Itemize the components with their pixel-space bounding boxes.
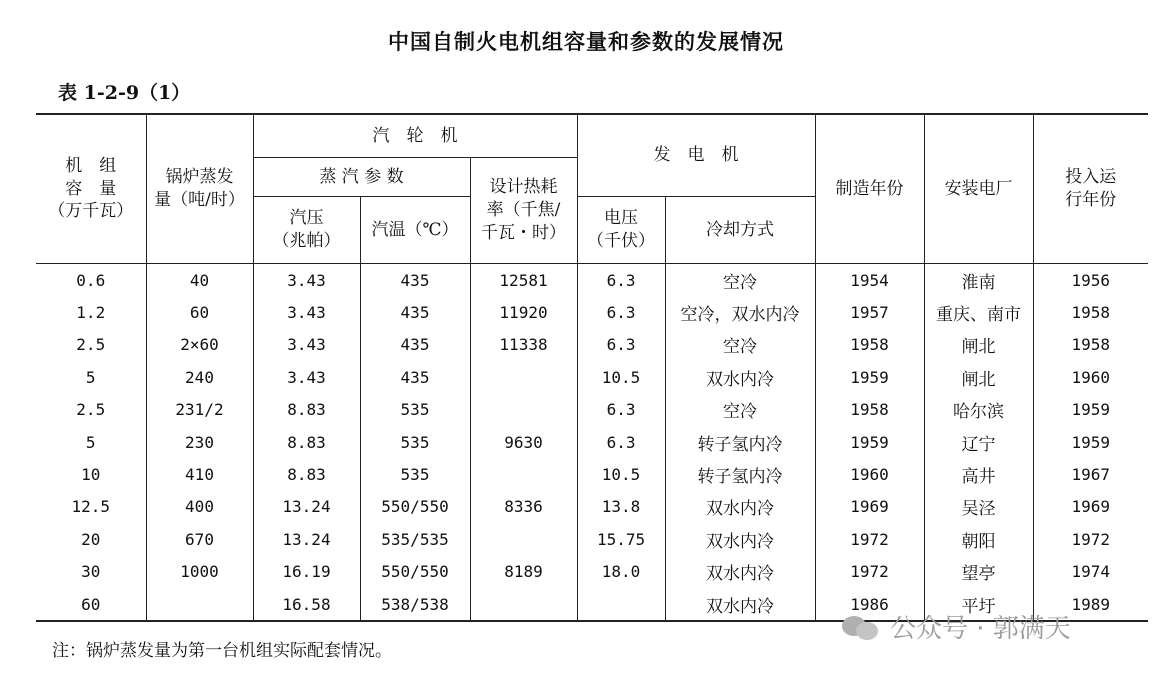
table-body (36, 264, 1148, 622)
cell-pressure: 16.58 (253, 588, 360, 621)
cell-cooling: 双水内冷 (665, 556, 815, 588)
cell-heat: 11338 (470, 329, 577, 361)
cell-temp: 535 (360, 394, 470, 426)
cell-made: 1958 (815, 394, 924, 426)
cell-plant: 吴泾 (924, 491, 1033, 523)
table-note: 注：锅炉蒸发量为第一台机组实际配套情况。 (52, 641, 392, 661)
header-pressure: 汽压 （兆帕） (253, 197, 360, 264)
cell-capacity: 1.2 (36, 296, 146, 328)
header-turbine: 汽 轮 机 (253, 114, 577, 158)
cell-heat: 8336 (470, 491, 577, 523)
cell-plant: 闸北 (924, 361, 1033, 393)
cell-temp: 535 (360, 426, 470, 458)
cell-boiler: 240 (146, 361, 253, 393)
cell-pressure: 16.19 (253, 556, 360, 588)
cell-made: 1959 (815, 361, 924, 393)
cell-cooling: 双水内冷 (665, 588, 815, 621)
table-row (36, 426, 1148, 458)
cell-made: 1960 (815, 458, 924, 490)
table-row (36, 361, 1148, 393)
table-row (36, 394, 1148, 426)
cell-made: 1972 (815, 523, 924, 555)
header-heat-rate: 设计热耗 率（千焦/ 千瓦・时） (470, 158, 577, 264)
cell-plant: 淮南 (924, 264, 1033, 297)
cell-capacity: 20 (36, 523, 146, 555)
cell-capacity: 30 (36, 556, 146, 588)
cell-cooling: 双水内冷 (665, 491, 815, 523)
cell-made: 1954 (815, 264, 924, 297)
cell-heat: 12581 (470, 264, 577, 297)
cell-temp: 435 (360, 361, 470, 393)
cell-temp: 538/538 (360, 588, 470, 621)
header-year-made: 制造年份 (815, 114, 924, 264)
table-number: 表 1-2-9（1） (58, 82, 191, 104)
cell-boiler: 40 (146, 264, 253, 297)
cell-capacity: 5 (36, 426, 146, 458)
data-table (36, 113, 1148, 622)
header-boiler: 锅炉蒸发 量（吨/时） (146, 114, 253, 264)
cell-heat (470, 394, 577, 426)
cell-capacity: 2.5 (36, 394, 146, 426)
cell-pressure: 8.83 (253, 426, 360, 458)
cell-op: 1967 (1033, 458, 1148, 490)
cell-voltage: 6.3 (577, 394, 665, 426)
cell-op: 1959 (1033, 426, 1148, 458)
cell-heat (470, 588, 577, 621)
cell-pressure: 3.43 (253, 361, 360, 393)
cell-made: 1969 (815, 491, 924, 523)
cell-temp: 435 (360, 296, 470, 328)
cell-temp: 435 (360, 264, 470, 297)
cell-voltage: 10.5 (577, 361, 665, 393)
cell-op: 1989 (1033, 588, 1148, 621)
cell-cooling: 双水内冷 (665, 523, 815, 555)
cell-capacity: 60 (36, 588, 146, 621)
cell-op: 1958 (1033, 296, 1148, 328)
cell-voltage: 10.5 (577, 458, 665, 490)
header-plant: 安装电厂 (924, 114, 1033, 264)
table-row (36, 458, 1148, 490)
cell-voltage: 6.3 (577, 329, 665, 361)
header-capacity: 机 组 容 量 （万千瓦） (36, 114, 146, 264)
cell-boiler: 231/2 (146, 394, 253, 426)
cell-temp: 535 (360, 458, 470, 490)
cell-capacity: 5 (36, 361, 146, 393)
cell-boiler: 2×60 (146, 329, 253, 361)
cell-plant: 哈尔滨 (924, 394, 1033, 426)
cell-capacity: 0.6 (36, 264, 146, 297)
cell-pressure: 3.43 (253, 329, 360, 361)
cell-made: 1958 (815, 329, 924, 361)
cell-op: 1974 (1033, 556, 1148, 588)
header-year-op: 投入运 行年份 (1033, 114, 1148, 264)
cell-voltage: 13.8 (577, 491, 665, 523)
cell-pressure: 8.83 (253, 458, 360, 490)
header-temperature: 汽温（℃） (360, 197, 470, 264)
cell-capacity: 2.5 (36, 329, 146, 361)
cell-voltage (577, 588, 665, 621)
wechat-icon (840, 612, 880, 642)
cell-voltage: 18.0 (577, 556, 665, 588)
cell-voltage: 6.3 (577, 264, 665, 297)
table-row (36, 556, 1148, 588)
cell-made: 1986 (815, 588, 924, 621)
cell-op: 1959 (1033, 394, 1148, 426)
cell-op: 1956 (1033, 264, 1148, 297)
cell-plant: 平圩 (924, 588, 1033, 621)
cell-heat: 9630 (470, 426, 577, 458)
cell-cooling: 转子氢内冷 (665, 458, 815, 490)
cell-boiler: 400 (146, 491, 253, 523)
header-voltage: 电压 （千伏） (577, 197, 665, 264)
cell-boiler: 1000 (146, 556, 253, 588)
header-steam-params: 蒸 汽 参 数 (253, 158, 470, 197)
cell-voltage: 6.3 (577, 426, 665, 458)
cell-heat (470, 458, 577, 490)
watermark-text: 公众号 · 郭满天 (890, 614, 1071, 644)
cell-boiler: 410 (146, 458, 253, 490)
header-generator: 发 电 机 (577, 114, 815, 197)
table-row (36, 296, 1148, 328)
cell-cooling: 双水内冷 (665, 361, 815, 393)
cell-voltage: 15.75 (577, 523, 665, 555)
table-row (36, 491, 1148, 523)
cell-boiler: 670 (146, 523, 253, 555)
cell-op: 1960 (1033, 361, 1148, 393)
cell-op: 1958 (1033, 329, 1148, 361)
cell-boiler (146, 588, 253, 621)
cell-plant: 重庆、南市 (924, 296, 1033, 328)
table-row (36, 264, 1148, 297)
cell-boiler: 230 (146, 426, 253, 458)
cell-cooling: 空冷 (665, 394, 815, 426)
cell-cooling: 空冷，双水内冷 (665, 296, 815, 328)
cell-heat: 8189 (470, 556, 577, 588)
cell-cooling: 空冷 (665, 264, 815, 297)
cell-cooling: 空冷 (665, 329, 815, 361)
cell-heat (470, 523, 577, 555)
cell-heat (470, 361, 577, 393)
cell-plant: 闸北 (924, 329, 1033, 361)
cell-made: 1957 (815, 296, 924, 328)
cell-temp: 435 (360, 329, 470, 361)
cell-plant: 高井 (924, 458, 1033, 490)
cell-boiler: 60 (146, 296, 253, 328)
cell-pressure: 13.24 (253, 491, 360, 523)
cell-made: 1972 (815, 556, 924, 588)
header-cooling: 冷却方式 (665, 197, 815, 264)
table-row (36, 523, 1148, 555)
cell-temp: 550/550 (360, 491, 470, 523)
cell-pressure: 3.43 (253, 264, 360, 297)
cell-plant: 朝阳 (924, 523, 1033, 555)
watermark (840, 608, 1071, 645)
cell-op: 1972 (1033, 523, 1148, 555)
cell-pressure: 8.83 (253, 394, 360, 426)
cell-plant: 望亭 (924, 556, 1033, 588)
cell-plant: 辽宁 (924, 426, 1033, 458)
cell-made: 1959 (815, 426, 924, 458)
page-title: 中国自制火电机组容量和参数的发展情况 (388, 29, 784, 54)
cell-temp: 550/550 (360, 556, 470, 588)
cell-op: 1969 (1033, 491, 1148, 523)
cell-cooling: 转子氢内冷 (665, 426, 815, 458)
cell-pressure: 13.24 (253, 523, 360, 555)
cell-voltage: 6.3 (577, 296, 665, 328)
cell-heat: 11920 (470, 296, 577, 328)
cell-capacity: 12.5 (36, 491, 146, 523)
cell-pressure: 3.43 (253, 296, 360, 328)
table-row (36, 329, 1148, 361)
cell-capacity: 10 (36, 458, 146, 490)
cell-temp: 535/535 (360, 523, 470, 555)
